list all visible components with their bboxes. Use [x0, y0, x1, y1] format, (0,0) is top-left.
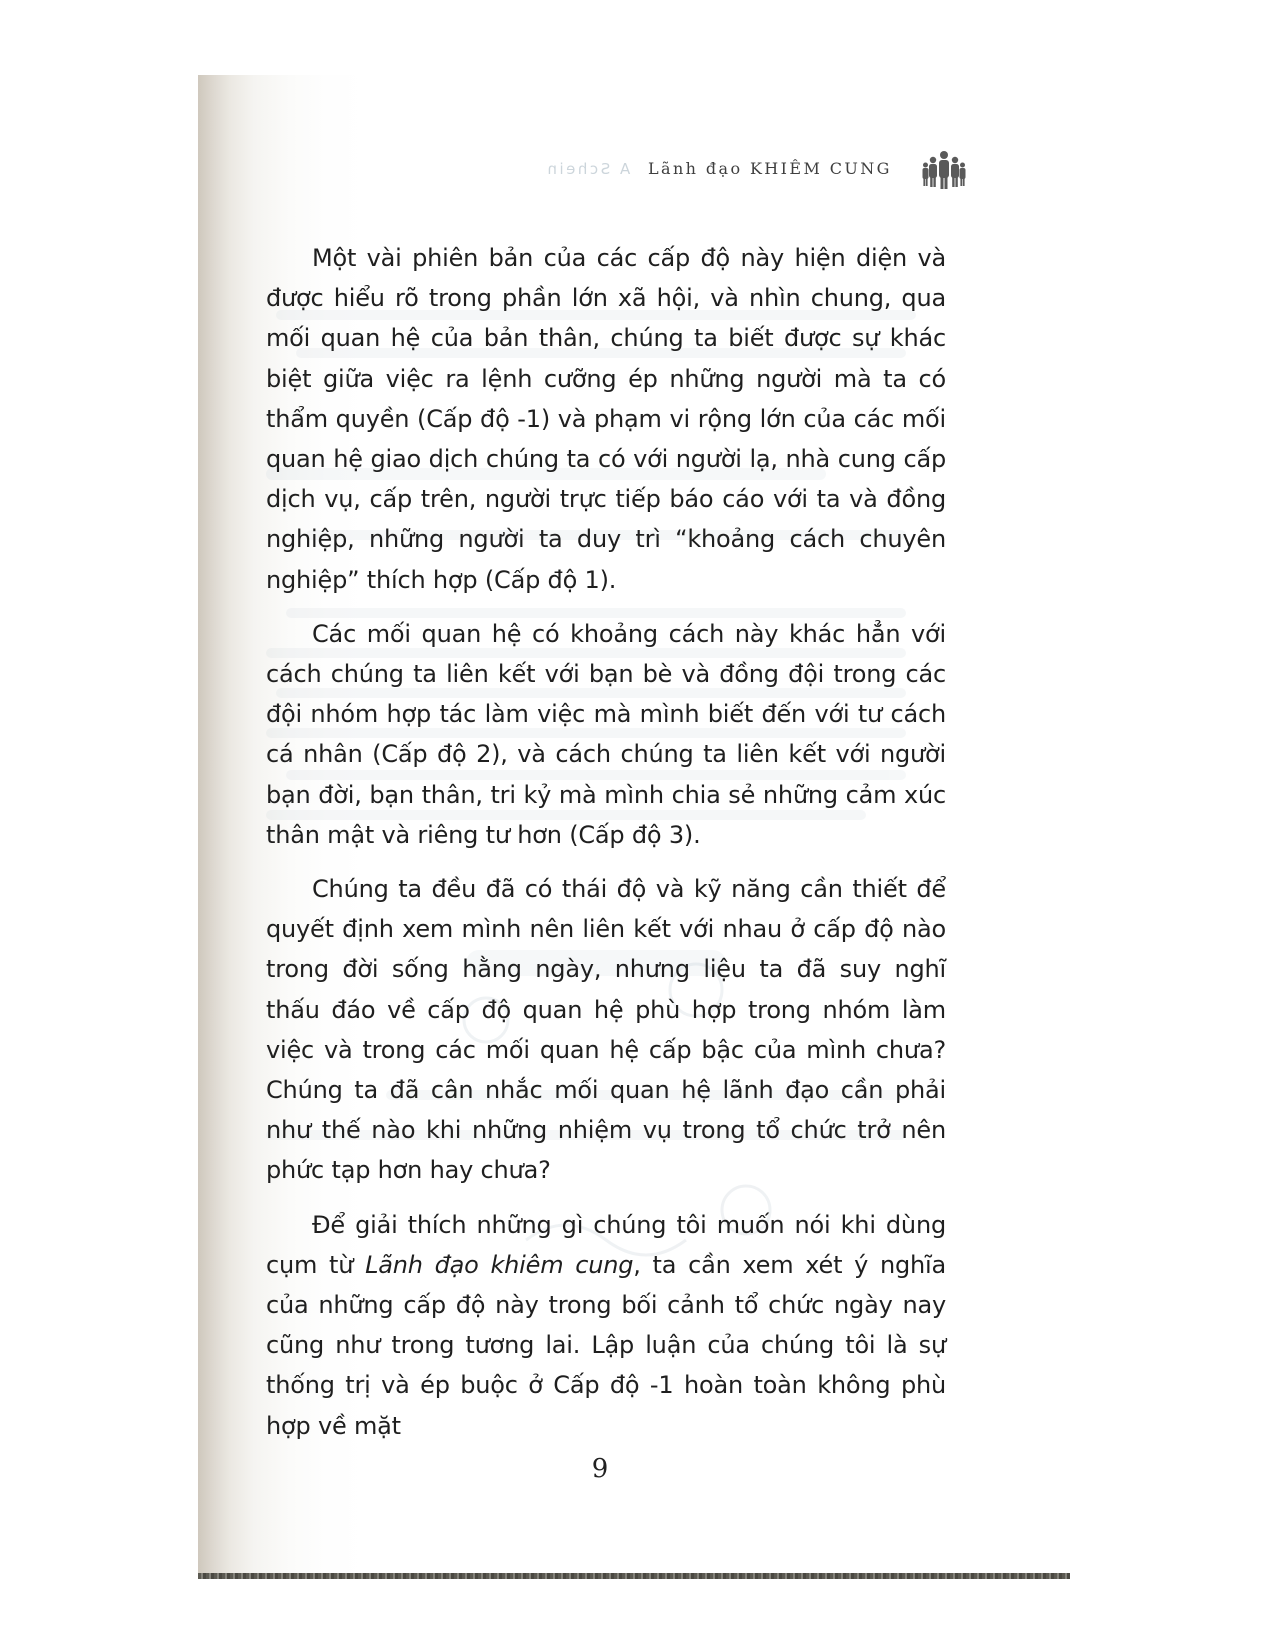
paragraph: Các mối quan hệ có khoảng cách này khác hẳn với cách chúng ta liên kết với bạn bè và đồng đội trong các đội nhóm hợp tác làm việc mà mình biết đến với tư cách cá nhân (Cấp độ 2), và cách chúng ta liên kết với người bạn đời, bạn thân, tri kỷ mà mình chia sẻ những cảm xúc thân mật và riêng tư hơn (Cấp độ 3).	[266, 619, 946, 849]
paragraph: Chúng ta đều đã có thái độ và kỹ năng cần thiết để quyết định xem mình nên liên kết với nhau ở cấp độ nào trong đời sống hằng ngày, nhưng liệu ta đã suy nghĩ thấu đáo về cấp độ quan hệ phù hợp trong nhóm làm việc và trong các mối quan hệ cấp bậc của mình chưa? Chúng ta đã cân nhắc mối quan hệ lãnh đạo cần phải như thế nào khi những nhiệm vụ trong tổ chức trở nên phức tạp hơn hay chưa?	[266, 875, 946, 1185]
paragraph-text: Để giải thích những gì chúng tôi muốn nói khi dùng cụm từ	[266, 1210, 946, 1279]
paragraph: Một vài phiên bản của các cấp độ này hiện diện và được hiểu rõ trong phần lớn xã hội, và nhìn chung, qua mối quan hệ của bản thân, chúng ta biết được sự khác biệt giữa việc ra lệnh cưỡng ép những người mà ta có thẩm quyền (Cấp độ -1) và phạm vi rộng lớn của các mối quan hệ giao dịch chúng ta có với người lạ, nhà cung cấp dịch vụ, cấp trên, người trực tiếp báo cáo với ta và đồng nghiệp, những người ta duy trì “khoảng cách chuyên nghiệp” thích hợp (Cấp độ 1).	[266, 244, 946, 594]
page-bottom-edge	[198, 1573, 1070, 1579]
body-text	[266, 238, 946, 1460]
bleed-through-header: A Schein	[545, 160, 631, 178]
paragraph-text: , ta cần xem xét ý nghĩa của những cấp độ này trong bối cảnh tổ chức ngày nay cũng như trong tương lai. Lập luận của chúng tôi là sự thống trị và ép buộc ở Cấp độ -1 hoàn toàn không phù hợp về mặt	[266, 1250, 946, 1440]
page-number: 9	[591, 1454, 609, 1484]
people-group-icon	[922, 150, 966, 190]
paragraph	[266, 1205, 946, 1446]
italic-term: Lãnh đạo khiêm cung	[365, 1250, 634, 1279]
book-title-header: Lãnh đạo KHIÊM CUNG	[648, 159, 892, 178]
